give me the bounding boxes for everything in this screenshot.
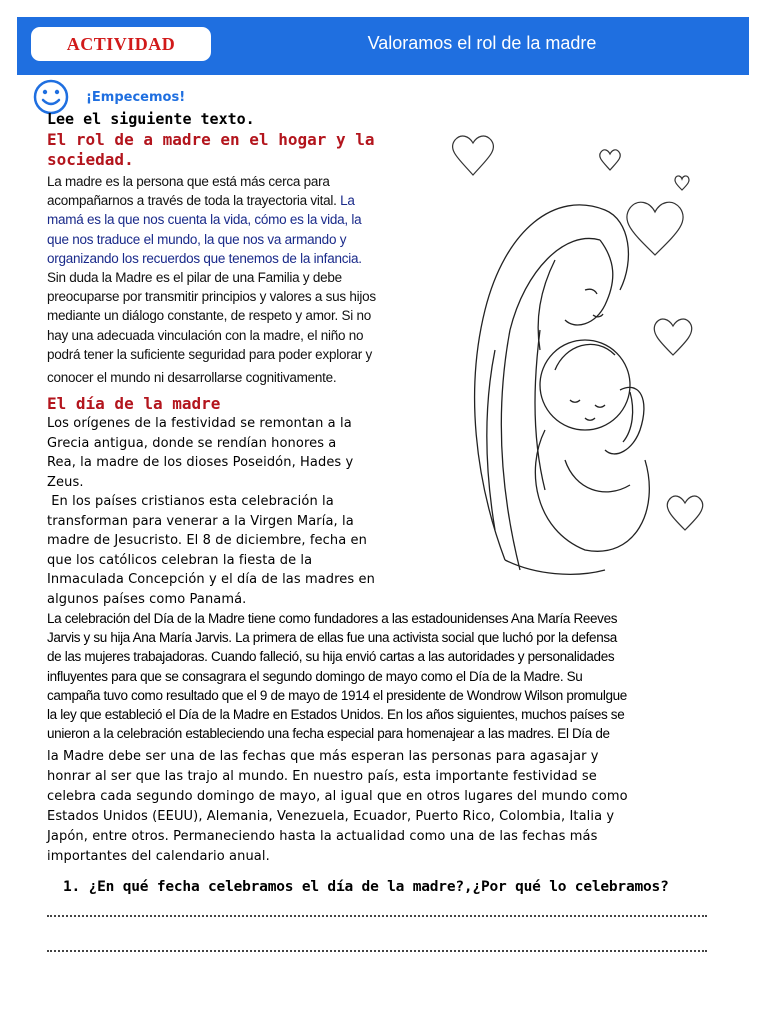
section1-line: mamá es la que nos cuenta la vida, cómo es la vida, la <box>47 212 362 228</box>
read-instruction: Lee el siguiente texto. <box>47 110 255 128</box>
section2-left-paragraph <box>47 414 432 609</box>
paragraph-line: honrar al ser que las trajo al mundo. En nuestro país, esta importante festividad se <box>47 769 597 784</box>
start-label: ¡Empecemos! <box>86 90 186 105</box>
section1-line: organizando los recuerdos que tenemos de la infancia. <box>47 250 362 266</box>
answer-line-2[interactable] <box>47 950 707 952</box>
section1-line: conocer el mundo ni desarrollarse cognitivamente. <box>47 370 337 386</box>
section1-line: preocuparse por transmitir principios y valores a sus hijos <box>47 289 376 305</box>
question-1: 1. ¿En qué fecha celebramos el día de la madre?,¿Por qué lo celebramos? <box>63 879 669 895</box>
paragraph-line: Japón, entre otros. Permaneciendo hasta la actualidad como una de las fechas más <box>47 829 598 844</box>
section1-line: que nos traduce el mundo, la que nos va armando y <box>47 231 347 247</box>
answer-line-1[interactable] <box>47 915 707 917</box>
paragraph-line: importantes del calendario anual. <box>47 849 270 864</box>
paragraph-line: que los católicos celebran la fiesta de la <box>47 552 313 568</box>
section2-closing-paragraph <box>47 747 727 867</box>
section1-line: acompañarnos a través de toda la trayectoria vital. La <box>47 193 355 209</box>
paragraph-line: Estados Unidos (EEUU), Alemania, Venezuela, Ecuador, Puerto Rico, Colombia, Italia y <box>47 809 615 824</box>
section2-full-paragraph <box>47 609 727 743</box>
paragraph-line: madre de Jesucristo. El 8 de diciembre, fecha en <box>47 533 367 548</box>
section1-line: mediante un diálogo constante, de respeto y amor. Si no <box>47 308 371 324</box>
section1-line: podrá tener la suficiente seguridad para poder explorar y <box>47 346 372 362</box>
mother-and-baby-drawing-icon <box>445 130 709 582</box>
paragraph-line: En los países cristianos esta celebración la <box>47 494 334 509</box>
section1-line: Sin duda la Madre es el pilar de una Familia y debe <box>47 270 342 286</box>
paragraph-line: La celebración del Día de la Madre tiene como fundadores a las estadounidenses Ana María Reeves <box>47 611 618 626</box>
paragraph-line: Inmaculada Concepción y el día de las madres en <box>47 572 375 587</box>
paragraph-line: de las mujeres trabajadoras. Cuando falleció, su hija envió cartas a las autoridades y personalidades <box>47 649 615 665</box>
paragraph-line: Zeus. <box>47 474 84 490</box>
page-title: Valoramos el rol de la madre <box>367 33 597 53</box>
paragraph-line: Jarvis y su hija Ana María Jarvis. La primera de ellas fue una activista social que luchó por la defensa <box>47 630 617 646</box>
paragraph-line: influyentes para que se consagrara el segundo domingo de mayo como el Día de la Madre. Su <box>47 668 583 684</box>
paragraph-line: unieron a la celebración estableciendo una fecha especial para homenajear a las madres. El Día de <box>47 726 610 742</box>
paragraph-line: Grecia antigua, donde se rendían honores a <box>47 435 337 451</box>
paragraph-line: la Madre debe ser una de las fechas que más esperan las personas para agasajar y <box>47 749 599 764</box>
paragraph-line: celebra cada segundo domingo de mayo, al igual que en otros lugares del mundo como <box>47 789 628 804</box>
header-bar <box>17 17 749 75</box>
paragraph-line: campaña tuvo como resultado que el 9 de mayo de 1914 el presidente de Wondrow Wilson promulgue <box>47 687 627 703</box>
section1-line: hay una adecuada vinculación con la madre, el niño no <box>47 327 364 343</box>
paragraph-line: algunos países como Panamá. <box>47 591 247 607</box>
paragraph-line: la ley que estableció el Día de la Madre en Estados Unidos. En los años siguientes, muchos países se <box>47 707 625 723</box>
paragraph-line: Rea, la madre de los dioses Poseidón, Hades y <box>47 455 354 470</box>
section1-paragraph <box>47 172 437 387</box>
activity-badge: ACTIVIDAD <box>31 27 211 61</box>
section2-title: El día de la madre <box>47 394 221 413</box>
section1-title: El rol de a madre en el hogar y la sociedad. <box>47 130 375 169</box>
section1-line: La madre es la persona que está más cerca para <box>47 174 330 189</box>
paragraph-line: Los orígenes de la festividad se remontan a la <box>47 416 352 431</box>
paragraph-line: transforman para venerar a la Virgen María, la <box>47 513 354 529</box>
